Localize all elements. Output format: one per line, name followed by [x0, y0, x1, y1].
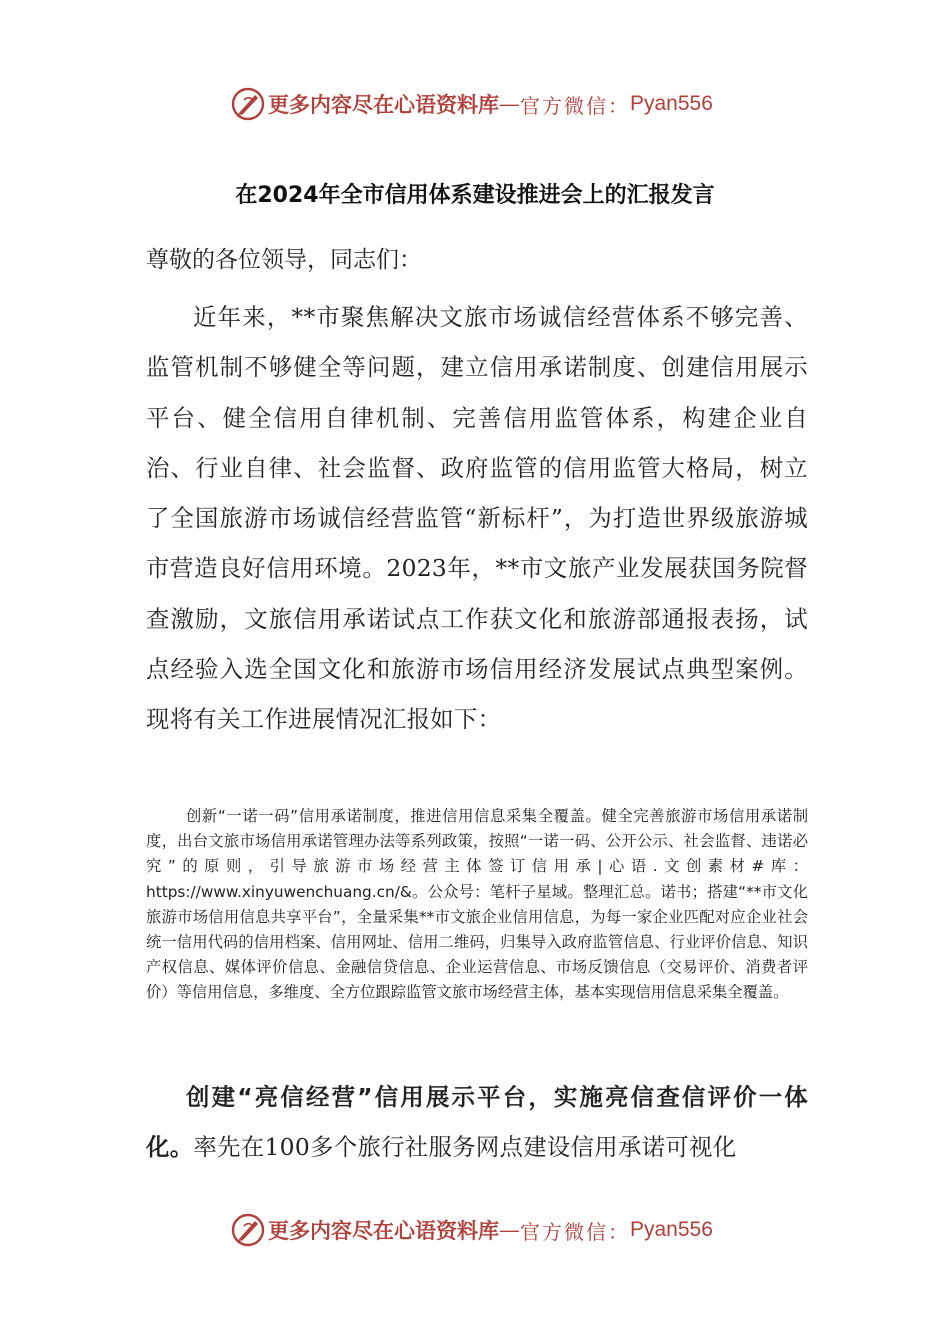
watermark-dash: — — [499, 1218, 520, 1242]
pen-circle-logo-icon — [230, 1212, 266, 1248]
watermark-main-text: 更多内容尽在心语资料库 — [268, 92, 499, 117]
watermark-banner-bottom — [230, 1210, 750, 1250]
watermark-main-text: 更多内容尽在心语资料库 — [268, 1218, 499, 1243]
watermark-wechat-id: Pyan556 — [630, 1218, 713, 1241]
section1-paragraph: 创新“一诺一码”信用承诺制度，推进信用信息采集全覆盖。健全完善旅游市场信用承诺制度，出台文旅市场信用承诺管理办法等系列政策，按照“一诺一码、公开公示、社会监督、违诺必究”的原则，引导旅游市场经营主体签订信用承|心语.文创素材#库：https://www.xinyuwenchuang.cn/&。公众号：笔杆子星域。整理汇总。诺书；搭建“**市文化旅游市场信用信息共享平台”，全量采集**市文旅企业信用信息，为每一家企业匹配对应企业社会统一信用代码的信用档案、信用网址、信用二维码，归集导入政府监管信息、行业评价信息、知识产权信息、媒体评价信息、金融信贷信息、企业运营信息、市场反馈信息（交易评价、消费者评价）等信用信息，多维度、全方位跟踪监管文旅市场经营主体，基本实现信用信息采集全覆盖。 — [146, 807, 808, 1002]
greeting: 尊敬的各位领导，同志们： — [146, 247, 422, 273]
watermark-banner-top — [230, 84, 750, 124]
section2-text: 率先在100多个旅行社服务网点建设信用承诺可视化 — [193, 1133, 737, 1162]
pen-circle-logo-icon — [230, 86, 266, 122]
intro-paragraph: 近年来，**市聚焦解决文旅市场诚信经营体系不够完善、监管机制不够健全等问题，建立信用承诺制度、创建信用展示平台、健全信用自律机制、完善信用监管体系，构建企业自治、行业自律、社会监督、政府监管的信用监管大格局，树立了全国旅游市场诚信经营监管“新标杆”，为打造世界级旅游城市营造良好信用环境。2023年，**市文旅产业发展获国务院督查激励，文旅信用承诺试点工作获文化和旅游部通报表扬，试点经验入选全国文化和旅游市场信用经济发展试点典型案例。现将有关工作进展情况汇报如下： — [146, 303, 808, 734]
watermark-wechat-id: Pyan556 — [630, 92, 713, 115]
watermark-wechat-label: 官方微信： — [520, 1219, 630, 1244]
section2-paragraph — [146, 1072, 808, 1173]
watermark-wechat-label: 官方微信： — [520, 93, 630, 118]
document-title: 在2024年全市信用体系建设推进会上的汇报发言 — [235, 183, 715, 208]
section2-lead: 创建“亮信经营”信用展示平台，实施亮信查信评价一体化。 — [146, 1083, 808, 1162]
watermark-dash: — — [499, 92, 520, 116]
